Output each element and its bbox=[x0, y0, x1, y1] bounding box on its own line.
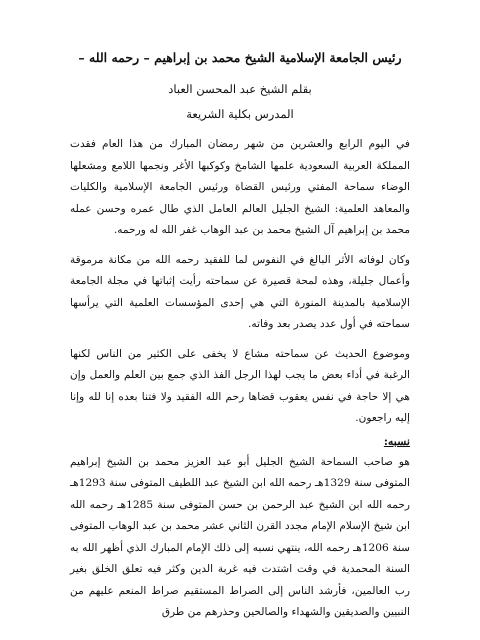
author-role: المدرس بكلية الشريعة bbox=[186, 107, 294, 122]
paragraph-gap bbox=[70, 242, 410, 250]
section-heading-lineage: نسبه: bbox=[383, 434, 410, 448]
paragraph-death-announcement: في اليوم الرابع والعشرين من شهر رمضان المبارك من هذا العام فقدت المملكة العربية السعودية علمها الشامخ وكوكبها الأغر ونجمها اللامع ومشعلها الوضاء سماحة المفتي ورئيس القضاة ورئيس الجامعة الإسلامية والكليات والمعاهد العلمية: الشيخ الجليل العالم العامل الذي طال عمره وحسن عمله محمد بن إبراهيم آل الشيخ محمد بن عبد الوهاب غفر الله له ورحمه. bbox=[70, 138, 410, 237]
article-title: رئيس الجامعة الإسلامية الشيخ محمد بن إبراهيم – رحمه الله – bbox=[78, 50, 402, 65]
paragraph-gap bbox=[70, 336, 410, 344]
paragraph-lineage: هو صاحب السماحة الشيخ الجليل أبو عبد العزيز محمد بن الشيخ إبراهيم المتوفى سنة 1329هـ رحمه الله ابن الشيخ عبد اللطيف المتوفى سنة 1293هـ رحمه الله ابن الشيخ عبد الرحمن بن حسن المتوفى سنة 1285هـ رحمه الله ابن شيخ الإسلام الإمام مجدد القرن الثاني عشر محمد بن عبد الوهاب المتوفى سنة 1206هـ رحمه الله، ينتهي نسبه إلى ذلك الإمام المبارك الذي أظهر الله به السنة المحمدية في وقت اشتدت فيه غربة الدين وكثر فيه تعلق الخلق بغير رب العالمين، فأرشد الناس إلى الصراط المستقيم صراط المنعم عليهم من النبيين والصديقين والشهداء والصالحين وحذرهم من طرق bbox=[70, 455, 410, 619]
paragraph-purpose: وموضوع الحديث عن سماحته مشاع لا يخفى على الكثير من الناس لكنها الرغبة في أداء بعض ما يجب لهذا الرجل الفذ الذي جمع بين العلم والعمل وإن هي إلا حاجة في نفس يعقوب قضاها رحم الله الفقيد ولا فتنا بعده إنا لله وإنا إليه راجعون. bbox=[70, 347, 410, 425]
paragraph-impact: وكان لوفاته الأثر البالغ في النفوس لما للفقيد رحمه الله من مكانة مرموقة وأعمال جليلة، وهذه لمحة قصيرة عن سماحته رأيت إثباتها في مجلة الجامعة الإسلامية بالمدينة المنورة التي هي إحدى المؤسسات العلمية التي يرأسها سماحته في أول عدد يصدر بعد وفاته. bbox=[70, 253, 410, 331]
author-line: بقلم الشيخ عبد المحسن العباد bbox=[168, 82, 312, 97]
